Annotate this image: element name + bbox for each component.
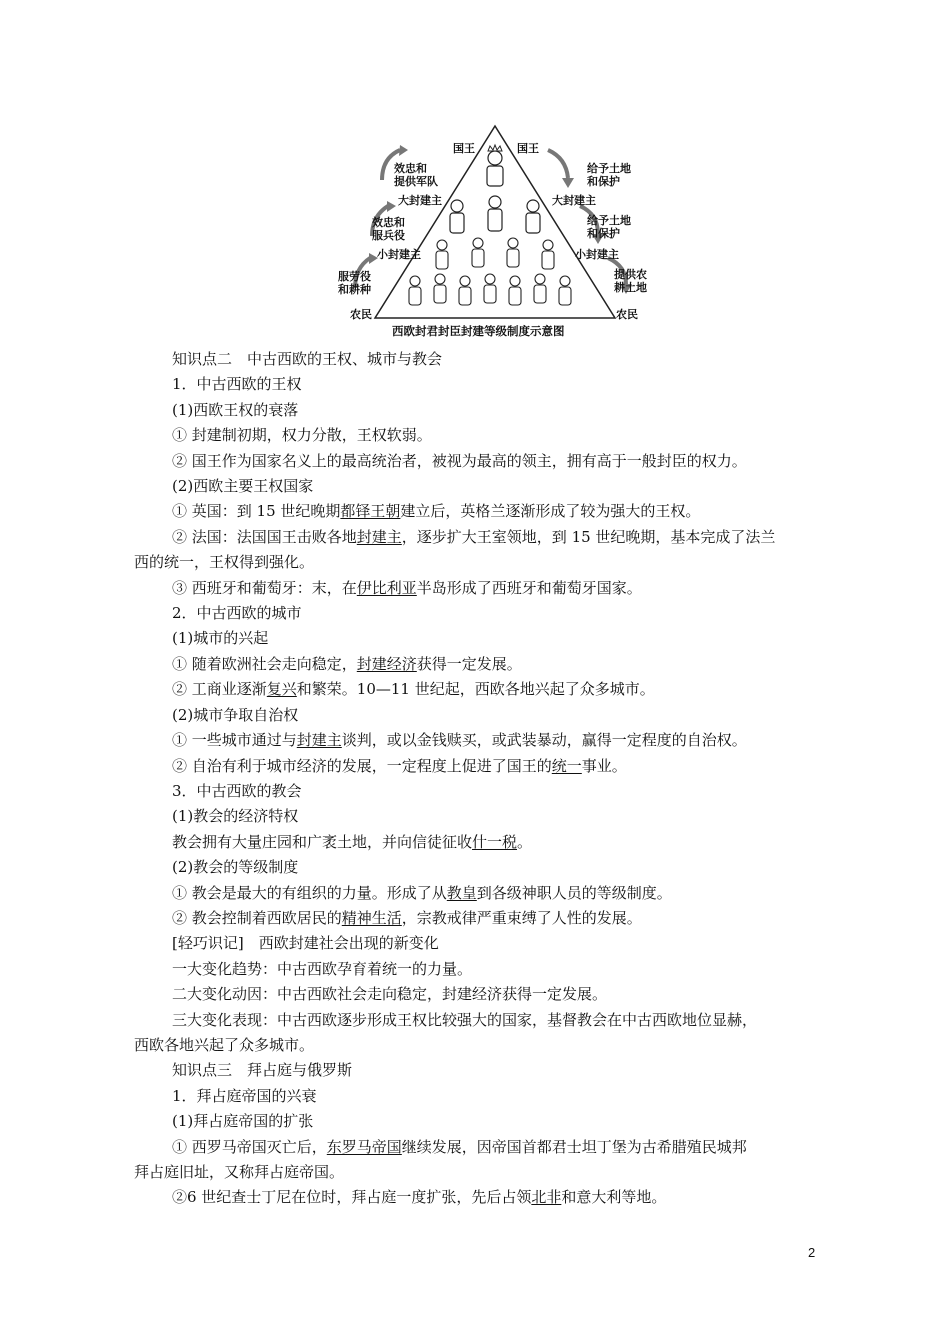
label-king-left: 国王 [453, 142, 475, 155]
left-arrow-label-2 [372, 216, 405, 242]
underlined-term: 东罗马帝国 [326, 1137, 402, 1156]
item-heading: (1)教会的经济特权 [172, 807, 299, 826]
text-line: 一大变化趋势：中古西欧孕育着统一的力量。 [172, 959, 473, 978]
right-arrow-label-2 [587, 214, 631, 240]
left-arrow-label-3 [338, 270, 371, 296]
text-span: ② 法国：法国国王击败各地 [172, 527, 357, 546]
text-span: 建立后，英格兰逐渐形成了较为强大的王权。 [400, 502, 701, 521]
underlined-term: 北非 [531, 1188, 562, 1207]
text-span: ②6 世纪查士丁尼在位时，拜占庭一度扩张，先后占领 [172, 1188, 532, 1207]
peasant-figures [409, 274, 571, 305]
item-heading: (2)教会的等级制度 [172, 858, 299, 877]
left-arrow-2-line-2: 服兵役 [372, 229, 405, 242]
text-line [134, 906, 820, 931]
text-span: ③ 西班牙和葡萄牙：末，在 [172, 578, 357, 597]
text-line: 西欧各地兴起了众多城市。 [134, 1035, 315, 1054]
text-line [134, 576, 820, 601]
text-line [134, 728, 820, 753]
text-line [134, 1135, 820, 1160]
text-line [134, 499, 820, 524]
text-line: 三大变化表现：中古西欧逐步形成王权比较强大的国家，基督教会在中古西欧地位显赫， [172, 1010, 758, 1029]
text-span: ① 一些城市通过与 [172, 731, 297, 750]
diagram-caption: 西欧封君封臣封建等级制度示意图 [392, 324, 565, 338]
text-span: 到各级神职人员的等级制度。 [476, 883, 672, 902]
underlined-term: 伊比利亚 [356, 578, 417, 597]
text-span: 获得一定发展。 [416, 654, 522, 673]
text-span: 教会拥有大量庄园和广袤土地，并向信徒征收 [172, 832, 473, 851]
item-heading: (1)城市的兴起 [172, 629, 269, 648]
text-span: ，宗教戒律严重束缚了人性的发展。 [401, 908, 642, 927]
right-arrow-2-line-2: 和保护 [587, 227, 620, 240]
page-number: 2 [808, 1245, 816, 1260]
underlined-term: 复兴 [266, 680, 297, 699]
text-span: 继续发展，因帝国首都君士坦丁堡为古希腊殖民城邦 [401, 1137, 747, 1156]
right-arrow-3-line-2: 耕土地 [614, 281, 647, 294]
subheading-byzantium: 1．拜占庭帝国的兴衰 [172, 1086, 317, 1105]
text-span: ② 自治有利于城市经济的发展，一定程度上促进了国王的 [172, 756, 552, 775]
feudal-hierarchy-diagram [330, 118, 660, 346]
small-lord-figures [436, 238, 554, 269]
right-arrow-3-line-1: 提供农 [614, 268, 647, 281]
label-great-lord-left: 大封建主 [398, 194, 442, 207]
label-king-right: 国王 [517, 142, 539, 155]
king-figure [487, 145, 503, 186]
label-small-lord-right: 小封建主 [575, 248, 619, 261]
label-great-lord-right: 大封建主 [552, 194, 596, 207]
left-arrow-3-line-2: 和耕种 [338, 283, 371, 296]
section-heading-2: 知识点二 中古西欧的王权、城市与教会 [172, 350, 443, 368]
right-arrow-2-line-1: 给予土地 [587, 214, 631, 227]
right-arrow-1-line-1: 给予土地 [587, 162, 631, 175]
right-arrow-label-1 [587, 162, 631, 188]
text-span: ① 英国：到 15 世纪晚期 [172, 502, 341, 521]
underlined-term: 统一 [551, 756, 582, 775]
subheading-cities: 2．中古西欧的城市 [172, 604, 302, 623]
left-arrow-2-line-1: 效忠和 [372, 216, 405, 229]
item-heading: (2)西欧主要王权国家 [172, 477, 314, 496]
text-span: ，逐步扩大王室领地，到 15 世纪晚期，基本完成了法兰 [401, 527, 776, 546]
item-heading: (1)拜占庭帝国的扩张 [172, 1112, 314, 1131]
text-span: 谈判，或以金钱赎买，或武装暴动，赢得一定程度的自治权。 [341, 731, 747, 750]
item-heading: (1)西欧王权的衰落 [172, 400, 299, 419]
right-arrow-1-line-2: 和保护 [587, 175, 620, 188]
text-line [134, 881, 820, 906]
great-lord-figures [450, 196, 540, 233]
underlined-term: 都铎王朝 [340, 502, 401, 521]
text-line [134, 677, 820, 702]
left-arrow-label-1 [394, 162, 438, 188]
item-heading: (2)城市争取自治权 [172, 705, 299, 724]
text-line [134, 754, 820, 779]
text-span: ① 教会是最大的有组织的力量。形成了从 [172, 883, 447, 902]
left-arrow-1-line-2: 提供军队 [394, 175, 438, 188]
section-heading-3: 知识点三 拜占庭与俄罗斯 [172, 1061, 353, 1080]
memory-tip-heading: [轻巧识记] 西欧封建社会出现的新变化 [172, 934, 439, 953]
text-line [134, 525, 820, 550]
underlined-term: 封建主 [356, 527, 402, 546]
text-line: ② 国王作为国家名义上的最高统治者，被视为最高的领主，拥有高于一般封臣的权力。 [172, 451, 747, 470]
text-span: 事业。 [581, 756, 627, 775]
text-line: 西的统一，王权得到强化。 [134, 553, 315, 572]
text-line [134, 830, 820, 855]
document-body [134, 347, 820, 1211]
text-span: 和意大利等地。 [561, 1188, 667, 1207]
text-span: 。 [517, 832, 533, 851]
text-line [134, 1185, 820, 1210]
label-peasant-right: 农民 [616, 308, 638, 321]
text-line: 拜占庭旧址，又称拜占庭帝国。 [134, 1163, 345, 1181]
text-span: ② 工商业逐渐 [172, 680, 267, 699]
label-small-lord-left: 小封建主 [377, 248, 421, 261]
text-line [134, 652, 820, 677]
underlined-term: 教皇 [446, 883, 477, 902]
text-span: ① 西罗马帝国灭亡后， [172, 1137, 327, 1156]
text-span: ① 随着欧洲社会走向稳定， [172, 654, 357, 673]
text-span: 半岛形成了西班牙和葡萄牙国家。 [416, 578, 642, 597]
subheading-church: 3．中古西欧的教会 [172, 781, 302, 800]
text-span: 和繁荣。10—11 世纪起，西欧各地兴起了众多城市。 [296, 680, 655, 699]
right-arrow-label-3 [614, 268, 647, 294]
underlined-term: 封建主 [296, 731, 342, 750]
underlined-term: 什一税 [472, 832, 518, 851]
left-arrow-1-line-1: 效忠和 [394, 162, 427, 175]
left-arrow-3-line-1: 服劳役 [338, 270, 371, 283]
subheading-kingship: 1．中古西欧的王权 [172, 375, 302, 394]
label-peasant-left: 农民 [350, 308, 372, 321]
text-line: ① 封建制初期，权力分散，王权软弱。 [172, 426, 432, 445]
text-span: ② 教会控制着西欧居民的 [172, 908, 342, 927]
underlined-term: 封建经济 [356, 654, 417, 673]
text-line: 二大变化动因：中古西欧社会走向稳定，封建经济获得一定发展。 [172, 985, 608, 1004]
underlined-term: 精神生活 [341, 908, 402, 927]
